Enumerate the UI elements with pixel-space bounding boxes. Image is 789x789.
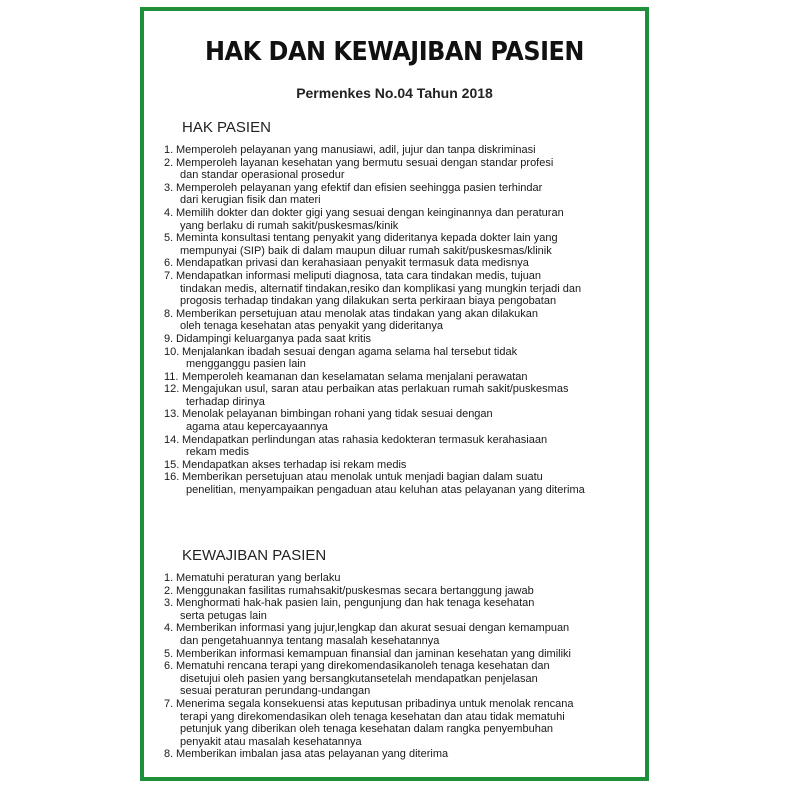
kewajiban-item-1 [164, 572, 633, 585]
item-number: 14. [164, 433, 180, 446]
item-number: 12. [164, 383, 180, 396]
item-line: yang berlaku di rumah sakit/puskesmas/kinik [180, 219, 399, 232]
hak-item-16 [164, 471, 633, 496]
item-text [176, 308, 633, 333]
item-text [176, 597, 633, 622]
item-line: Memperoleh pelayanan yang manusiawi, adil, jujur dan tanpa diskriminasi [176, 144, 536, 156]
item-text [182, 471, 633, 496]
hak-item-14 [164, 434, 633, 459]
hak-heading: HAK PASIEN [182, 119, 271, 136]
item-text [176, 660, 633, 698]
item-line: sesuai peraturan perundang-undangan [180, 685, 371, 698]
item-line: serta petugas lain [180, 609, 267, 622]
item-line: mempunyai (SIP) baik di dalam maupun diluar rumah sakit/puskesmas/klinik [180, 244, 552, 257]
item-line: Menjalankan ibadah sesuai dengan agama selama hal tersebut tidak [182, 345, 518, 358]
item-text [182, 408, 633, 433]
hak-item-2 [164, 157, 633, 182]
item-number: 7. [164, 269, 174, 282]
item-text [176, 572, 633, 585]
kewajiban-heading: KEWAJIBAN PASIEN [182, 547, 327, 564]
hak-item-11 [164, 371, 633, 384]
item-number: 5. [164, 232, 174, 245]
hak-item-5 [164, 232, 633, 257]
item-line: Mendapatkan akses terhadap isi rekam medis [182, 458, 407, 471]
item-line: Meminta konsultasi tentang penyakit yang dideritanya kepada dokter lain yang [176, 232, 558, 245]
item-number: 16. [164, 471, 180, 484]
item-line: Mendapatkan privasi dan kerahasiaan penyakit termasuk data medisnya [176, 257, 529, 270]
kewajiban-item-3 [164, 597, 633, 622]
item-text [176, 144, 633, 157]
item-line: mengganggu pasien lain [186, 358, 306, 371]
item-text [176, 333, 633, 346]
hak-item-8 [164, 308, 633, 333]
hak-item-10 [164, 346, 633, 371]
item-line: Mematuhi rencana terapi yang direkomendasikanoleh tenaga kesehatan dan [176, 660, 550, 673]
kewajiban-item-7 [164, 698, 633, 748]
item-line: petunjuk yang diberikan oleh tenaga kesehatan dalam rangka penyembuhan [180, 723, 554, 736]
item-text [176, 232, 633, 257]
item-line: Memperoleh pelayanan yang efektif dan efisien seehingga pasien terhindar [176, 181, 543, 194]
item-number: 1. [164, 572, 174, 584]
hak-item-1 [164, 144, 633, 157]
hak-item-15 [164, 459, 633, 472]
item-line: Didampingi keluarganya pada saat kritis [176, 332, 372, 345]
poster-frame [140, 7, 649, 781]
item-line: Menerima segala konsekuensi atas keputusan pribadinya untuk menolak rencana [176, 697, 574, 710]
item-text [176, 622, 633, 647]
item-text [176, 585, 633, 598]
item-text [182, 371, 633, 384]
item-line: penyakit atau masalah kesehatannya [180, 735, 362, 748]
item-line: dan standar operasional prosedur [180, 169, 345, 182]
item-number: 13. [164, 408, 180, 421]
item-line: tindakan medis, alternatif tindakan,resiko dan komplikasi yang mungkin terjadi dan [180, 282, 582, 295]
item-line: Memberikan persetujuan atau menolak atas tindakan yang akan dilakukan [176, 307, 539, 320]
kewajiban-item-5 [164, 648, 633, 661]
item-number: 2. [164, 156, 174, 169]
item-line: penelitian, menyampaikan pengaduan atau keluhan atas pelayanan yang diterima [186, 484, 585, 497]
item-line: Memperoleh keamanan dan keselamatan selama menjalani perawatan [182, 370, 528, 383]
item-text [182, 434, 633, 459]
item-number: 6. [164, 660, 174, 673]
hak-item-4 [164, 207, 633, 232]
item-text [176, 648, 633, 661]
item-text [182, 383, 633, 408]
kewajiban-item-8 [164, 748, 633, 761]
item-number: 15. [164, 458, 180, 471]
item-number: 5. [164, 647, 174, 660]
item-line: Memberikan informasi yang jujur,lengkap dan akurat sesuai dengan kemampuan [176, 622, 570, 635]
item-number: 8. [164, 748, 174, 761]
item-line: Mengajukan usul, saran atau perbaikan atas perlakuan rumah sakit/puskesmas [182, 383, 569, 396]
item-number: 11. [164, 370, 179, 383]
item-line: Menggunakan fasilitas rumahsakit/puskesmas secara bertanggung jawab [176, 584, 534, 597]
hak-item-7 [164, 270, 633, 308]
kewajiban-item-4 [164, 622, 633, 647]
item-line: dan pengetahuannya tentang masalah kesehatannya [180, 634, 440, 647]
item-text [182, 346, 633, 371]
item-number: 3. [164, 597, 174, 610]
kewajiban-item-6 [164, 660, 633, 698]
hak-item-6 [164, 257, 633, 270]
item-text [176, 257, 633, 270]
item-text [176, 698, 633, 748]
item-number: 1. [164, 144, 174, 156]
item-number: 7. [164, 697, 174, 710]
page-subtitle: Permenkes No.04 Tahun 2018 [296, 85, 493, 101]
item-text [176, 748, 633, 761]
item-line: Memberikan imbalan jasa atas pelayanan yang diterima [176, 748, 449, 761]
item-text [176, 270, 633, 308]
item-line: Menolak pelayanan bimbingan rohani yang tidak sesuai dengan [182, 408, 493, 421]
item-text [182, 459, 633, 472]
item-line: Memberikan persetujuan atau menolak untuk menjadi bagian dalam suatu [182, 471, 543, 484]
item-number: 2. [164, 584, 174, 597]
kewajiban-list [164, 572, 633, 761]
hak-item-12 [164, 383, 633, 408]
kewajiban-item-2 [164, 585, 633, 598]
item-text [176, 157, 633, 182]
item-number: 8. [164, 307, 174, 320]
item-number: 4. [164, 206, 174, 219]
item-number: 10. [164, 345, 180, 358]
item-line: Menghormati hak-hak pasien lain, pengunjung dan hak tenaga kesehatan [176, 597, 535, 610]
item-line: Mematuhi peraturan yang berlaku [176, 572, 341, 584]
item-line: Mendapatkan informasi meliputi diagnosa, tata cara tindakan medis, tujuan [176, 269, 542, 282]
item-line: disetujui oleh pasien yang bersangkutansetelah mendapatkan penjelasan [180, 672, 538, 685]
item-text [176, 207, 633, 232]
item-line: rekam medis [186, 446, 249, 459]
item-number: 3. [164, 181, 174, 194]
hak-item-3 [164, 182, 633, 207]
hak-item-13 [164, 408, 633, 433]
page-title: HAK DAN KEWAJIBAN PASIEN [204, 37, 584, 67]
hak-item-9 [164, 333, 633, 346]
item-number: 4. [164, 622, 174, 635]
item-line: oleh tenaga kesehatan atas penyakit yang dideritanya [180, 320, 443, 333]
item-line: Memperoleh layanan kesehatan yang bermutu sesuai dengan standar profesi [176, 156, 554, 169]
item-line: Mendapatkan perlindungan atas rahasia kedokteran termasuk kerahasiaan [182, 433, 548, 446]
item-line: progosis terhadap tindakan yang dilakukan serta perkiraan biaya pengobatan [180, 295, 557, 308]
item-number: 6. [164, 257, 174, 270]
item-line: terapi yang direkomendasikan oleh tenaga kesehatan dan atau tidak mematuhi [180, 710, 565, 723]
item-line: agama atau kepercayaannya [186, 421, 328, 434]
item-number: 9. [164, 332, 174, 345]
item-line: Memberikan informasi kemampuan finansial dan jaminan kesehatan yang dimiliki [176, 647, 571, 660]
item-line: terhadap dirinya [186, 395, 265, 408]
item-line: dari kerugian fisik dan materi [180, 194, 321, 207]
item-text [176, 182, 633, 207]
item-line: Memilih dokter dan dokter gigi yang sesuai dengan keinginannya dan peraturan [176, 206, 564, 219]
hak-list [164, 144, 633, 497]
